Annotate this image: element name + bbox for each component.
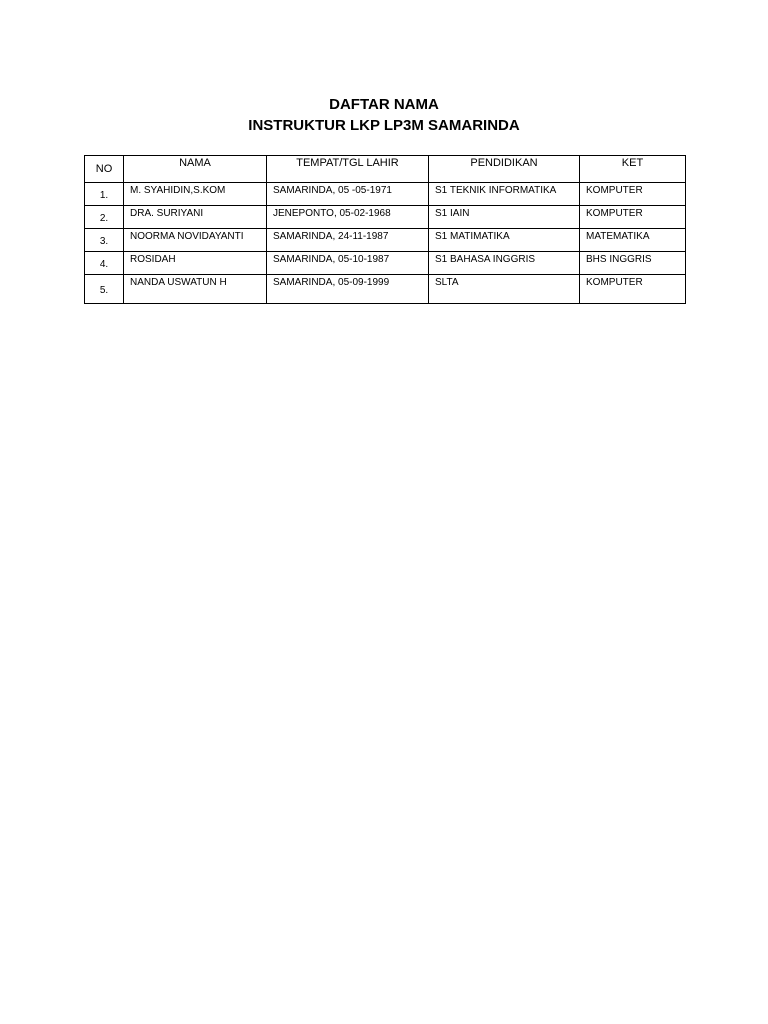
table-row <box>85 229 686 252</box>
header-ket: KET <box>580 156 686 183</box>
cell-tempat-tgl-lahir: SAMARINDA, 05-10-1987 <box>267 252 429 275</box>
cell-ket: KOMPUTER <box>580 275 686 304</box>
cell-pendidikan: S1 BAHASA INGGRIS <box>429 252 580 275</box>
table-row <box>85 252 686 275</box>
instructor-table <box>84 155 686 304</box>
cell-no: 3. <box>85 229 124 252</box>
header-no: NO <box>85 156 124 183</box>
cell-pendidikan: S1 TEKNIK INFORMATIKA <box>429 183 580 206</box>
cell-no: 5. <box>85 275 124 304</box>
cell-pendidikan: S1 IAIN <box>429 206 580 229</box>
cell-ket: KOMPUTER <box>580 206 686 229</box>
table-header-row <box>85 156 686 183</box>
cell-no: 4. <box>85 252 124 275</box>
table-row <box>85 183 686 206</box>
cell-nama: NOORMA NOVIDAYANTI <box>124 229 267 252</box>
cell-nama: DRA. SURIYANI <box>124 206 267 229</box>
cell-nama: M. SYAHIDIN,S.KOM <box>124 183 267 206</box>
title-line-2: INSTRUKTUR LKP LP3M SAMARINDA <box>248 117 520 134</box>
header-nama: NAMA <box>124 156 267 183</box>
cell-tempat-tgl-lahir: SAMARINDA, 05 -05-1971 <box>267 183 429 206</box>
header-pendidikan: PENDIDIKAN <box>429 156 580 183</box>
cell-no: 2. <box>85 206 124 229</box>
table-row <box>85 275 686 304</box>
cell-no: 1. <box>85 183 124 206</box>
cell-ket: MATEMATIKA <box>580 229 686 252</box>
document-title <box>0 94 768 136</box>
cell-pendidikan: SLTA <box>429 275 580 304</box>
cell-ket: BHS INGGRIS <box>580 252 686 275</box>
cell-nama: NANDA USWATUN H <box>124 275 267 304</box>
cell-tempat-tgl-lahir: SAMARINDA, 24-11-1987 <box>267 229 429 252</box>
header-tempat-tgl-lahir: TEMPAT/TGL LAHIR <box>267 156 429 183</box>
cell-pendidikan: S1 MATIMATIKA <box>429 229 580 252</box>
cell-tempat-tgl-lahir: JENEPONTO, 05-02-1968 <box>267 206 429 229</box>
cell-nama: ROSIDAH <box>124 252 267 275</box>
cell-tempat-tgl-lahir: SAMARINDA, 05-09-1999 <box>267 275 429 304</box>
cell-ket: KOMPUTER <box>580 183 686 206</box>
title-line-1: DAFTAR NAMA <box>329 96 439 113</box>
table-row <box>85 206 686 229</box>
